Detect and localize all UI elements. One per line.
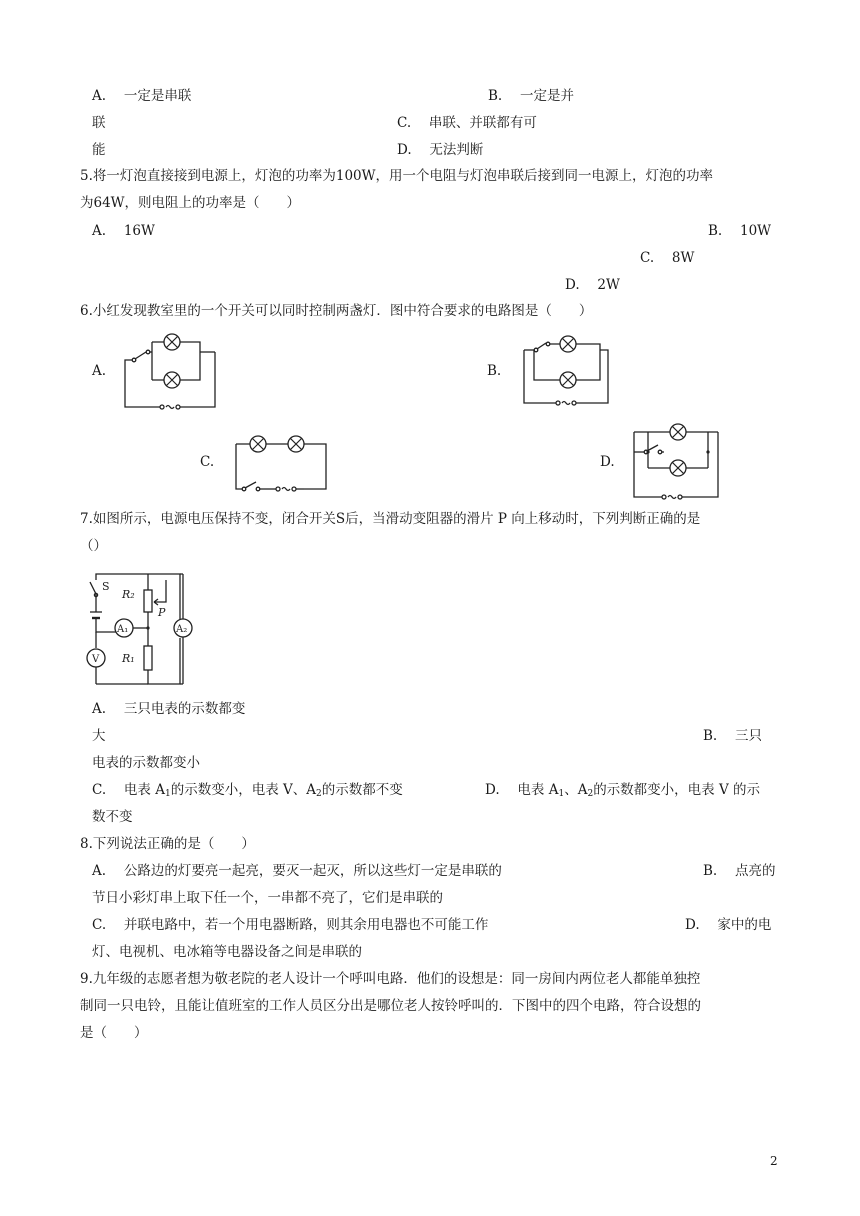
q7-stem-line2: （） <box>80 538 107 554</box>
q8-option-b-continued: 节日小彩灯串上取下任一个，一串都不亮了，它们是串联的 <box>92 890 443 906</box>
q8-option-a: A. 公路边的灯要亮一起亮，要灭一起灭，所以这些灯一定是串联的 <box>92 863 502 879</box>
q7-option-b-continued: 电表的示数都变小 <box>92 755 200 771</box>
resistor-r2-label: R₂ <box>122 588 135 601</box>
circuit-diagram-q7 <box>80 566 220 690</box>
q5-stem-line2: 为64W，则电阻上的功率是（ ） <box>80 195 301 211</box>
q7-stem-line1 <box>80 510 700 528</box>
q7-option-d-continued: 数不变 <box>92 809 133 825</box>
voltmeter-label: V <box>92 654 100 665</box>
q5-option-d: D. 2W <box>565 277 620 293</box>
q6-option-a-label: A. <box>92 363 107 379</box>
q7-option-c: C. 电表 $A_1$的示数变小，电表 V、$A_2$的示数都不变 <box>92 782 403 799</box>
q5-option-b: B. 10W <box>708 223 772 239</box>
circuit-diagram-b <box>520 332 612 406</box>
q4-option-b-continued: 联 <box>92 115 106 131</box>
circuit-diagram-d <box>630 420 722 500</box>
q7-stem-text: 7.如图所示，电源电压保持不变，闭合开关S后，当滑动变阻器的滑片 P 向上移动时，下列判断正确的是 <box>80 511 701 527</box>
q8-option-b: B. 点亮的 <box>703 863 776 879</box>
ammeter-a2-label: A₂ <box>176 624 188 635</box>
switch-label: S <box>102 580 110 593</box>
q6-option-d-label: D. <box>600 454 615 470</box>
q4-option-a: A. 一定是串联 <box>92 88 192 104</box>
q7-option-a-continued: 大 <box>92 728 106 744</box>
q9-stem-line1: 9.九年级的志愿者想为敬老院的老人设计一个呼叫电路．他们的设想是：同一房间内两位老人都能单独控 <box>80 971 701 987</box>
q4-option-b: B. 一定是并 <box>488 88 575 104</box>
q7-option-a: A. 三只电表的示数都变 <box>92 701 246 717</box>
q8-option-d-continued: 灯、电视机、电冰箱等电器设备之间是串联的 <box>92 944 362 960</box>
q5-option-a: A. 16W <box>92 223 155 239</box>
q9-stem-line3: 是（ ） <box>80 1025 148 1041</box>
circuit-diagram-a <box>120 332 220 412</box>
q8-option-c: C. 并联电路中，若一个用电器断路，则其余用电器也不可能工作 <box>92 917 489 933</box>
q4-option-d: D. 无法判断 <box>397 142 484 158</box>
circuit-diagram-c <box>232 432 332 494</box>
q6-option-c-label: C. <box>200 454 215 470</box>
resistor-r1-label: R₁ <box>122 652 135 665</box>
q4-option-c-continued: 能 <box>92 142 106 158</box>
q5-stem-line1: 5.将一灯泡直接接到电源上，灯泡的功率为100W，用一个电阻与灯泡串联后接到同一电源上，灯泡的功率 <box>80 168 714 184</box>
q9-stem-line2: 制同一只电铃，且能让值班室的工作人员区分出是哪位老人按铃呼叫的．下图中的四个电路，符合设想的 <box>80 998 701 1014</box>
q8-option-d: D. 家中的电 <box>685 917 772 933</box>
ammeter-a1-label: A₁ <box>117 624 129 635</box>
q7-option-b: B. 三只 <box>703 728 763 744</box>
q7-option-d: D. 电表 $A_1$、$A_2$的示数都变小，电表 V 的示 <box>485 782 761 799</box>
q4-option-c: C. 串联、并联都有可 <box>397 115 537 131</box>
q6-option-b-label: B. <box>487 363 502 379</box>
page-number: 2 <box>770 1154 778 1168</box>
q6-stem: 6.小红发现教室里的一个开关可以同时控制两盏灯．图中符合要求的电路图是（ ） <box>80 303 593 319</box>
q8-stem: 8.下列说法正确的是（ ） <box>80 836 255 852</box>
q5-option-c: C. 8W <box>640 250 695 266</box>
slider-p-label: P <box>158 606 166 619</box>
